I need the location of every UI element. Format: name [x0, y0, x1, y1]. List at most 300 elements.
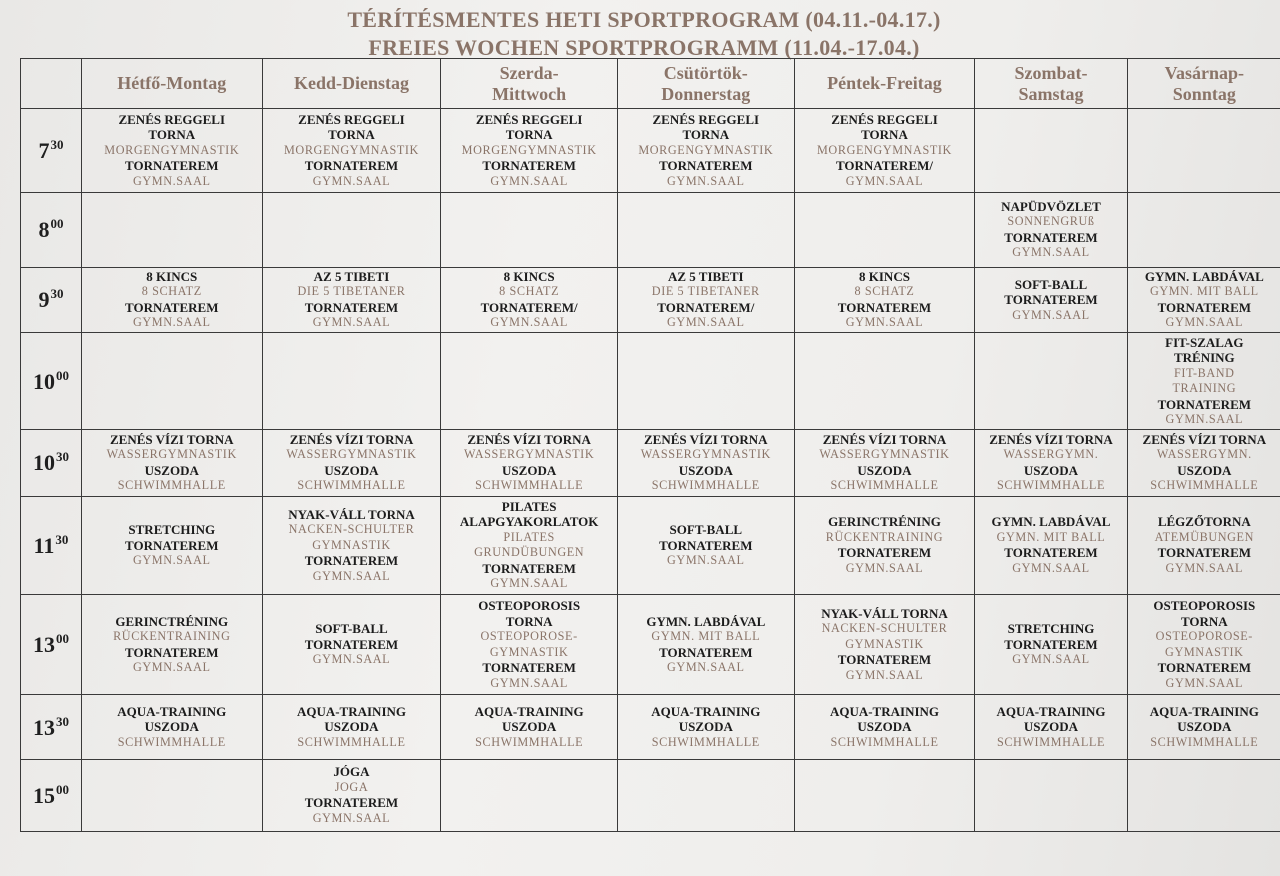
venue-hu: TORNATEREM	[125, 158, 219, 174]
activity-cell	[794, 430, 975, 496]
time-slot	[21, 695, 82, 759]
venue-de: GYMN.SAAL	[490, 675, 568, 690]
activity-name-de: MORGENGYMNASTIK	[283, 142, 419, 157]
venue-de: SCHWIMMHALLE	[996, 478, 1106, 493]
activity-name-de: TRAINING	[1172, 381, 1237, 396]
venue-de: SCHWIMMHALLE	[117, 734, 226, 749]
time-row	[21, 496, 1280, 594]
activity-name-hu: ZENÉS VÍZI TORNA	[109, 431, 234, 447]
time-hour: 15	[32, 782, 55, 808]
activity-cell	[81, 496, 262, 594]
venue-de: GYMN.SAAL	[133, 553, 211, 568]
venue-hu: TORNATEREM	[125, 537, 219, 553]
activity-name-hu: ZENÉS VÍZI TORNA	[289, 431, 414, 447]
activity-name-de: MORGENGYMNASTIK	[104, 142, 240, 157]
day-name-hu: Szerda-	[499, 62, 559, 83]
activity-cell	[617, 695, 794, 759]
time-slot	[21, 267, 82, 332]
day-header	[975, 59, 1127, 109]
venue-hu: TORNATEREM	[1004, 229, 1098, 245]
activity-cell	[81, 267, 262, 332]
venue-hu: TORNATEREM/	[657, 299, 755, 315]
venue-hu: TORNATEREM	[837, 299, 932, 315]
empty-cell	[441, 193, 618, 267]
activity-name-hu: AQUA-TRAINING	[829, 703, 940, 719]
time-slot	[21, 496, 82, 594]
empty-cell	[1127, 109, 1280, 193]
activity-cell	[617, 594, 794, 694]
activity-name-de: PILATES	[503, 529, 555, 544]
time-hour: 10	[32, 450, 55, 476]
venue-hu: USZODA	[678, 462, 733, 478]
activity-name-hu: NYAK-VÁLL TORNA	[821, 605, 948, 621]
activity-name-hu: GYMN. LABDÁVAL	[1144, 268, 1264, 284]
venue-de: GYMN.SAAL	[312, 652, 391, 667]
activity-name-de: MORGENGYMNASTIK	[817, 142, 952, 157]
venue-de: SCHWIMMHALLE	[1150, 478, 1259, 493]
activity-cell	[81, 594, 262, 694]
activity-name-hu: OSTEOPOROSIS	[1153, 598, 1256, 614]
day-header	[262, 59, 441, 109]
schedule-table	[20, 58, 1280, 832]
activity-cell	[81, 109, 262, 193]
activity-name-hu: GYMN. LABDÁVAL	[991, 514, 1111, 530]
corner-cell	[21, 59, 82, 109]
activity-cell	[975, 695, 1127, 759]
venue-de: GYMN.SAAL	[1012, 560, 1090, 575]
venue-hu: USZODA	[144, 719, 199, 735]
time-row	[21, 695, 1280, 759]
activity-cell	[617, 430, 794, 496]
activity-name-hu: AQUA-TRAINING	[996, 703, 1106, 719]
day-header	[81, 59, 262, 109]
empty-cell	[617, 759, 794, 831]
venue-hu: TORNATEREM	[482, 660, 576, 676]
activity-cell	[262, 496, 441, 594]
activity-cell	[794, 496, 975, 594]
venue-de: GYMN.SAAL	[1165, 412, 1244, 427]
day-name-de: Dienstag	[341, 73, 409, 93]
activity-name-de: RÜCKENTRAINING	[113, 629, 231, 644]
time-minute: 00	[50, 216, 64, 232]
time-hour: 7	[38, 138, 50, 164]
activity-name-hu: AQUA-TRAINING	[296, 703, 406, 719]
empty-cell	[262, 332, 441, 429]
activity-cell	[441, 430, 618, 496]
venue-hu: TORNATEREM	[659, 537, 753, 553]
venue-de: GYMN.SAAL	[667, 660, 745, 675]
activity-name-hu: GERINCTRÉNING	[828, 514, 941, 530]
activity-cell	[975, 267, 1127, 332]
empty-cell	[794, 759, 975, 831]
venue-hu: TORNATEREM	[482, 158, 576, 174]
activity-cell	[975, 594, 1127, 694]
venue-de: GYMN.SAAL	[312, 173, 391, 188]
activity-name-de: GYMNASTIK	[845, 636, 924, 651]
venue-hu: TORNATEREM	[304, 795, 399, 811]
activity-cell	[262, 759, 441, 831]
activity-name-hu: AQUA-TRAINING	[651, 703, 761, 719]
day-name-de: Freitag	[886, 73, 942, 93]
activity-name-hu: AQUA-TRAINING	[1149, 703, 1259, 719]
venue-de: GYMN.SAAL	[490, 315, 568, 330]
time-slot	[21, 332, 82, 429]
activity-cell	[81, 695, 262, 759]
activity-name-hu: TORNA	[682, 127, 730, 143]
day-name-de: Montag	[166, 73, 227, 93]
activity-name-de: SONNENGRUß	[1007, 214, 1095, 229]
venue-hu: TORNATEREM/	[480, 299, 578, 315]
time-minute: 30	[50, 286, 64, 302]
venue-hu: USZODA	[857, 462, 912, 478]
activity-cell	[262, 267, 441, 332]
activity-cell	[975, 430, 1127, 496]
venue-de: GYMN.SAAL	[667, 553, 745, 568]
activity-name-de: WASSERGYMNASTIK	[640, 447, 771, 462]
activity-name-hu: PILATES	[501, 498, 557, 514]
day-name-hu: Kedd-	[293, 73, 342, 93]
venue-de: SCHWIMMHALLE	[475, 734, 584, 749]
time-minute: 00	[55, 631, 69, 647]
venue-de: GYMN.SAAL	[133, 173, 211, 188]
activity-name-de: WASSERGYMN.	[1156, 447, 1252, 462]
time-row	[21, 594, 1280, 694]
activity-name-de: GYMN. MIT BALL	[651, 629, 761, 644]
empty-cell	[975, 332, 1127, 429]
activity-name-hu: ZENÉS VÍZI TORNA	[1142, 431, 1267, 447]
empty-cell	[794, 193, 975, 267]
activity-name-hu: TRÉNING	[1173, 350, 1235, 366]
activity-name-hu: ZENÉS VÍZI TORNA	[644, 431, 768, 447]
time-hour: 11	[33, 532, 55, 558]
venue-hu: TORNATEREM	[125, 299, 219, 315]
activity-cell	[617, 109, 794, 193]
venue-hu: TORNATEREM	[482, 560, 576, 576]
venue-de: GYMN.SAAL	[133, 315, 211, 330]
venue-de: GYMN.SAAL	[490, 173, 568, 188]
activity-name-hu: SOFT-BALL	[315, 621, 388, 637]
venue-hu: TORNATEREM	[1004, 292, 1098, 308]
activity-name-hu: TORNA	[1180, 613, 1228, 629]
empty-cell	[794, 332, 975, 429]
activity-name-hu: SOFT-BALL	[1014, 276, 1088, 292]
venue-de: GYMN.SAAL	[1165, 315, 1244, 330]
time-hour: 10	[32, 368, 55, 394]
day-name-hu: Szombat-	[1014, 62, 1088, 83]
activity-name-de: OSTEOPOROSE-	[480, 629, 578, 644]
activity-name-hu: ZENÉS REGGELI	[118, 111, 226, 127]
activity-name-hu: 8 KINCS	[859, 268, 910, 284]
time-row	[21, 759, 1280, 831]
activity-name-de: RÜCKENTRAINING	[825, 529, 944, 544]
day-header	[794, 59, 975, 109]
venue-de: SCHWIMMHALLE	[830, 478, 939, 493]
activity-name-de: ATEMÜBUNGEN	[1154, 529, 1254, 544]
activity-cell	[441, 109, 618, 193]
venue-de: SCHWIMMHALLE	[117, 478, 226, 493]
time-slot	[21, 594, 82, 694]
activity-cell	[975, 496, 1127, 594]
time-minute: 30	[55, 713, 69, 729]
activity-cell	[617, 496, 794, 594]
activity-name-hu: AZ 5 TIBETI	[313, 268, 390, 284]
activity-cell	[441, 594, 618, 694]
venue-de: GYMN.SAAL	[1012, 307, 1090, 322]
activity-name-de: 8 SCHATZ	[499, 284, 560, 299]
activity-name-hu: 8 KINCS	[503, 268, 555, 284]
venue-hu: TORNATEREM	[304, 299, 399, 315]
time-minute: 00	[55, 367, 69, 383]
venue-hu: TORNATEREM	[304, 158, 399, 174]
venue-hu: USZODA	[1177, 462, 1232, 478]
activity-name-de: WASSERGYMN.	[1003, 447, 1099, 462]
activity-cell	[975, 193, 1127, 267]
empty-cell	[81, 193, 262, 267]
empty-cell	[975, 759, 1127, 831]
empty-cell	[617, 193, 794, 267]
time-row	[21, 332, 1280, 429]
venue-de: GYMN.SAAL	[1012, 245, 1090, 260]
title-hungarian: TÉRÍTÉSMENTES HETI SPORTPROGRAM (04.11.-04.17.)	[347, 7, 941, 32]
activity-name-hu: 8 KINCS	[146, 268, 198, 284]
activity-name-hu: AQUA-TRAINING	[117, 703, 227, 719]
time-minute: 30	[55, 531, 69, 547]
activity-name-hu: JÓGA	[333, 764, 370, 780]
venue-hu: USZODA	[144, 462, 199, 478]
day-name-de: Sonntag	[1172, 83, 1236, 104]
venue-hu: TORNATEREM	[1004, 545, 1098, 561]
activity-cell	[1127, 695, 1280, 759]
activity-name-de: MORGENGYMNASTIK	[638, 142, 774, 157]
activity-name-de: NACKEN-SCHULTER	[821, 621, 948, 636]
venue-de: GYMN.SAAL	[845, 173, 924, 188]
activity-name-de: GRUNDÜBUNGEN	[474, 545, 585, 560]
activity-name-hu: STRETCHING	[1007, 621, 1095, 637]
activity-name-de: GYMNASTIK	[312, 537, 391, 552]
activity-name-hu: ZENÉS REGGELI	[831, 111, 938, 127]
time-slot	[21, 193, 82, 267]
activity-cell	[441, 496, 618, 594]
title-german: FREIES WOCHEN SPORTPROGRAMM (11.04.-17.04.)	[368, 35, 920, 60]
empty-cell	[975, 109, 1127, 193]
empty-cell	[1127, 759, 1280, 831]
day-name-de: Samstag	[1018, 83, 1084, 104]
time-hour: 8	[38, 217, 50, 243]
activity-name-hu: TORNA	[505, 613, 553, 629]
activity-name-de: MORGENGYMNASTIK	[461, 142, 597, 157]
time-hour: 13	[32, 714, 55, 740]
activity-name-hu: ALAPGYAKORLATOK	[459, 514, 599, 530]
venue-de: SCHWIMMHALLE	[475, 478, 584, 493]
activity-name-hu: TORNA	[148, 127, 196, 143]
venue-de: GYMN.SAAL	[845, 315, 924, 330]
activity-cell	[794, 267, 975, 332]
activity-name-hu: GYMN. LABDÁVAL	[646, 613, 766, 629]
activity-cell	[1127, 496, 1280, 594]
activity-cell	[617, 267, 794, 332]
empty-cell	[441, 332, 618, 429]
activity-name-hu: NAPÜDVÖZLET	[1001, 198, 1101, 214]
activity-name-de: WASSERGYMNASTIK	[819, 447, 950, 462]
activity-cell	[441, 267, 618, 332]
activity-name-hu: TORNA	[328, 127, 375, 143]
venue-de: SCHWIMMHALLE	[297, 478, 406, 493]
venue-de: GYMN.SAAL	[667, 315, 745, 330]
day-header	[441, 59, 618, 109]
venue-hu: TORNATEREM	[1157, 396, 1252, 412]
activity-name-de: JOGA	[334, 779, 369, 794]
venue-hu: USZODA	[502, 719, 557, 735]
venue-de: GYMN.SAAL	[312, 315, 391, 330]
activity-cell	[1127, 594, 1280, 694]
empty-cell	[1127, 193, 1280, 267]
activity-name-de: WASSERGYMNASTIK	[464, 447, 595, 462]
header-row	[21, 59, 1280, 109]
activity-name-hu: FIT-SZALAG	[1165, 334, 1244, 350]
venue-de: SCHWIMMHALLE	[651, 478, 760, 493]
activity-name-de: NACKEN-SCHULTER	[288, 522, 415, 537]
activity-name-de: GYMN. MIT BALL	[1149, 284, 1259, 299]
venue-de: GYMN.SAAL	[1165, 675, 1244, 690]
activity-name-hu: STRETCHING	[128, 522, 216, 538]
venue-hu: USZODA	[324, 462, 379, 478]
activity-name-de: DIE 5 TIBETANER	[651, 284, 760, 299]
time-slot	[21, 759, 82, 831]
activity-name-de: OSTEOPOROSE-	[1155, 629, 1253, 644]
venue-hu: USZODA	[1023, 462, 1079, 478]
activity-name-hu: TORNA	[861, 127, 908, 143]
time-row	[21, 267, 1280, 332]
time-minute: 30	[50, 137, 64, 153]
empty-cell	[441, 759, 618, 831]
activity-name-hu: ZENÉS REGGELI	[652, 111, 760, 127]
activity-name-de: FIT-BAND	[1174, 365, 1235, 380]
activity-cell	[81, 430, 262, 496]
venue-hu: TORNATEREM	[1157, 545, 1252, 561]
venue-de: SCHWIMMHALLE	[830, 734, 939, 749]
venue-de: GYMN.SAAL	[312, 568, 391, 583]
activity-name-hu: ZENÉS REGGELI	[298, 111, 405, 127]
activity-cell	[262, 430, 441, 496]
venue-de: SCHWIMMHALLE	[996, 734, 1106, 749]
venue-hu: TORNATEREM	[659, 158, 753, 174]
venue-de: SCHWIMMHALLE	[1150, 734, 1259, 749]
venue-hu: USZODA	[857, 719, 912, 735]
activity-cell	[262, 695, 441, 759]
venue-de: GYMN.SAAL	[845, 560, 924, 575]
venue-hu: USZODA	[678, 719, 733, 735]
venue-hu: TORNATEREM	[304, 553, 399, 569]
venue-hu: TORNATEREM	[1004, 636, 1098, 652]
empty-cell	[81, 759, 262, 831]
time-minute: 30	[55, 449, 69, 465]
venue-hu: TORNATEREM	[304, 636, 399, 652]
time-hour: 9	[38, 287, 50, 313]
activity-cell	[1127, 332, 1280, 429]
day-name-hu: Vasárnap-	[1164, 62, 1244, 83]
venue-hu: TORNATEREM	[837, 652, 932, 668]
activity-name-hu: OSTEOPOROSIS	[478, 598, 581, 614]
activity-name-hu: AQUA-TRAINING	[474, 703, 584, 719]
activity-name-hu: ZENÉS VÍZI TORNA	[467, 431, 591, 447]
day-header	[617, 59, 794, 109]
venue-hu: TORNATEREM	[837, 545, 932, 561]
activity-name-hu: ZENÉS VÍZI TORNA	[989, 431, 1113, 447]
time-row	[21, 430, 1280, 496]
venue-hu: USZODA	[1177, 719, 1232, 735]
empty-cell	[81, 332, 262, 429]
venue-de: GYMN.SAAL	[1012, 652, 1090, 667]
empty-cell	[617, 332, 794, 429]
day-header	[1127, 59, 1280, 109]
venue-hu: TORNATEREM	[1157, 660, 1252, 676]
activity-name-hu: LÉGZŐTORNA	[1157, 514, 1251, 530]
activity-cell	[441, 695, 618, 759]
activity-cell	[794, 594, 975, 694]
venue-de: GYMN.SAAL	[1165, 560, 1244, 575]
day-name-de: Donnerstag	[661, 83, 751, 104]
venue-de: GYMN.SAAL	[312, 810, 391, 825]
time-row	[21, 193, 1280, 267]
venue-hu: TORNATEREM	[125, 644, 219, 660]
activity-cell	[1127, 430, 1280, 496]
venue-de: GYMN.SAAL	[667, 173, 745, 188]
venue-hu: USZODA	[1023, 719, 1079, 735]
activity-name-hu: GERINCTRÉNING	[115, 613, 229, 629]
activity-cell	[794, 109, 975, 193]
activity-name-de: 8 SCHATZ	[854, 284, 915, 299]
day-name-hu: Péntek-	[827, 73, 887, 93]
activity-name-hu: SOFT-BALL	[669, 522, 743, 538]
venue-hu: TORNATEREM	[1157, 299, 1252, 315]
venue-de: SCHWIMMHALLE	[297, 734, 406, 749]
activity-name-de: WASSERGYMNASTIK	[286, 447, 417, 462]
activity-name-de: DIE 5 TIBETANER	[297, 284, 406, 299]
venue-hu: USZODA	[324, 719, 379, 735]
venue-hu: USZODA	[502, 462, 557, 478]
day-name-de: Mittwoch	[492, 83, 567, 104]
activity-name-hu: AZ 5 TIBETI	[667, 268, 744, 284]
activity-cell	[794, 695, 975, 759]
activity-name-hu: ZENÉS REGGELI	[475, 111, 583, 127]
time-row	[21, 109, 1280, 193]
schedule-body	[21, 109, 1280, 832]
time-minute: 00	[55, 781, 69, 797]
venue-hu: TORNATEREM/	[835, 158, 933, 174]
day-name-hu: Csütörtök-	[663, 62, 748, 83]
activity-name-de: WASSERGYMNASTIK	[106, 447, 237, 462]
venue-de: GYMN.SAAL	[845, 667, 924, 682]
activity-name-hu: ZENÉS VÍZI TORNA	[822, 431, 947, 447]
activity-name-hu: TORNA	[505, 127, 553, 143]
activity-name-hu: NYAK-VÁLL TORNA	[288, 506, 415, 522]
activity-cell	[262, 109, 441, 193]
activity-cell	[262, 594, 441, 694]
time-hour: 13	[32, 632, 55, 658]
time-slot	[21, 109, 82, 193]
activity-name-de: GYMN. MIT BALL	[996, 529, 1106, 544]
venue-de: GYMN.SAAL	[490, 576, 568, 591]
activity-name-de: GYMNASTIK	[1165, 644, 1244, 659]
day-name-hu: Hétfő-	[117, 73, 167, 93]
venue-de: SCHWIMMHALLE	[651, 734, 760, 749]
venue-hu: TORNATEREM	[659, 644, 753, 660]
empty-cell	[262, 193, 441, 267]
venue-de: GYMN.SAAL	[133, 660, 211, 675]
activity-cell	[1127, 267, 1280, 332]
time-slot	[21, 430, 82, 496]
activity-name-de: GYMNASTIK	[489, 644, 569, 659]
